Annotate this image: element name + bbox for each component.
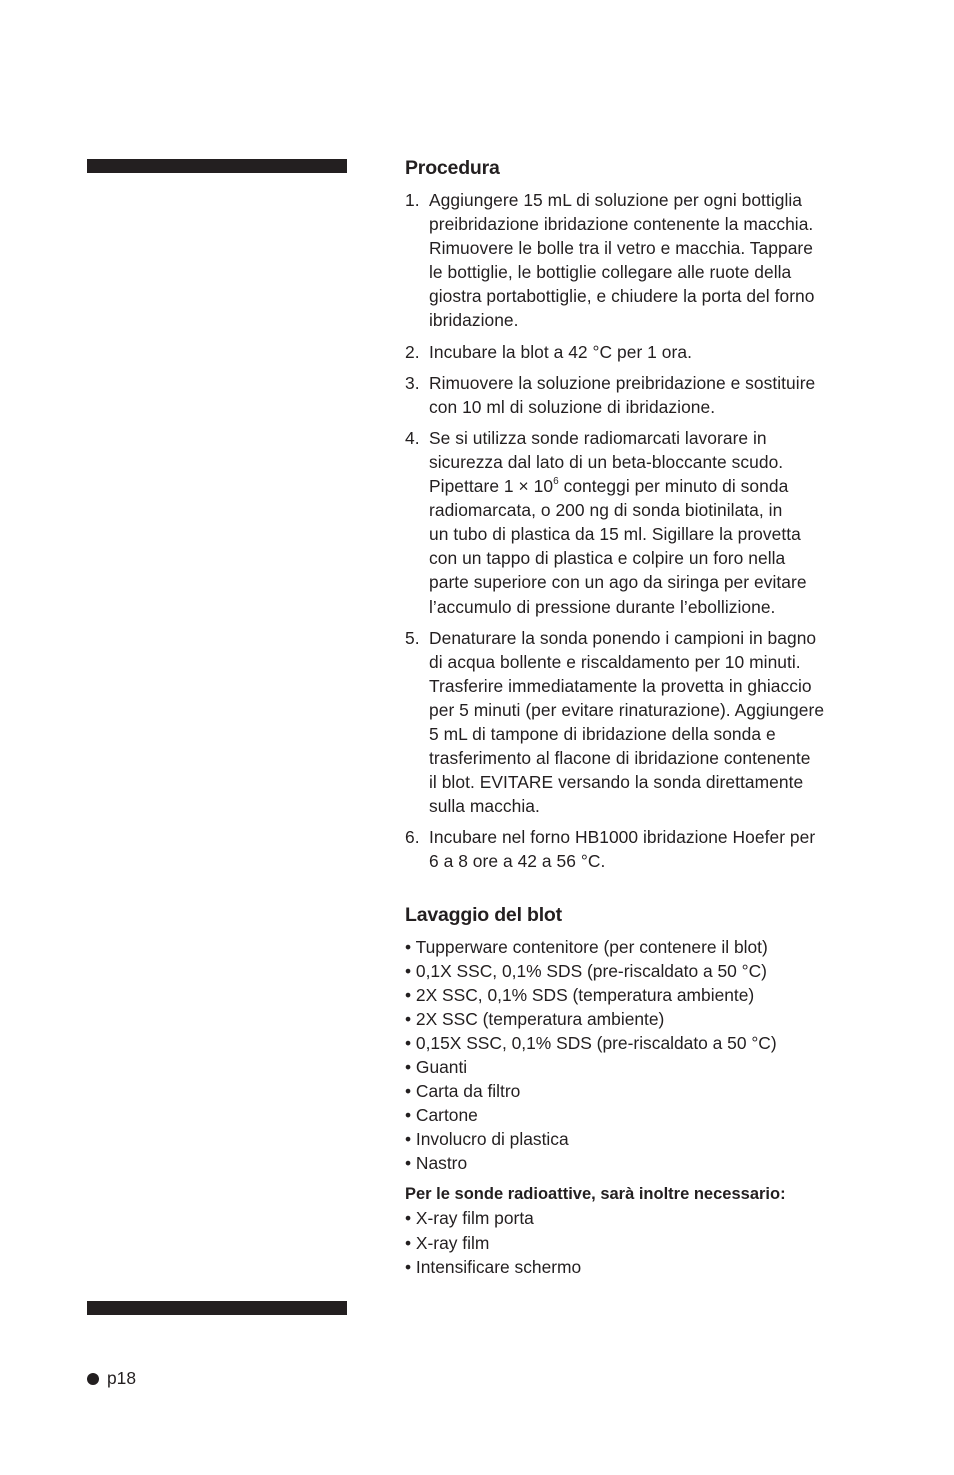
step-line: ibridazione. <box>429 310 519 331</box>
exponent: 6 <box>553 476 559 488</box>
step-line: giostra portabottiglie, e chiudere la porta del forno <box>429 286 815 307</box>
step-number: 3. <box>405 372 420 393</box>
step-line: radiomarcata, o 200 ng di sonda biotinilata, in <box>429 500 783 521</box>
step-line: il blot. EVITARE versando la sonda direttamente <box>429 772 804 793</box>
step-line: sulla macchia. <box>429 796 540 817</box>
top-rule <box>87 159 347 173</box>
step-line: con un tappo di plastica e colpire un foro nella <box>429 548 786 569</box>
step-1 <box>405 188 875 333</box>
step-line: Incubare la blot a 42 °C per 1 ora. <box>429 341 692 362</box>
list-item: • Guanti <box>405 1057 468 1077</box>
step-2 <box>405 340 875 364</box>
step-number: 1. <box>405 190 420 210</box>
list-item: • Cartone <box>405 1105 478 1126</box>
step-number: 6. <box>405 827 420 848</box>
step-5 <box>405 626 875 819</box>
step-line-with-exponent <box>429 474 875 498</box>
list-item: • Intensificare schermo <box>405 1256 582 1277</box>
section-title-lavaggio: Lavaggio del blot <box>405 903 562 926</box>
step-line: Rimuovere le bolle tra il vetro e macchia. Tappare <box>429 238 813 259</box>
step-line: 6 a 8 ore a 42 a 56 °C. <box>429 851 606 872</box>
page-number: p18 <box>107 1368 137 1388</box>
bottom-rule <box>87 1301 347 1315</box>
step-line: un tubo di plastica da 15 ml. Sigillare la provetta <box>429 524 801 545</box>
step-4 <box>405 426 875 619</box>
step-line: di acqua bollente e riscaldamento per 10 minuti. <box>429 651 801 672</box>
list-item: • 0,15X SSC, 0,1% SDS (pre-riscaldato a 50 °C) <box>405 1032 777 1053</box>
step-line: 5 mL di tampone di ibridazione della sonda e <box>429 723 776 744</box>
step-6 <box>405 825 875 873</box>
step-number: 2. <box>405 341 420 362</box>
main-content <box>405 156 875 1279</box>
list-item: • Involucro di plastica <box>405 1129 569 1150</box>
step-line: preibridazione ibridazione contenente la macchia. <box>429 214 814 235</box>
list-item: • 2X SSC (temperatura ambiente) <box>405 1008 665 1029</box>
list-item: • 0,1X SSC, 0,1% SDS (pre-riscaldato a 50 °C) <box>405 960 767 981</box>
bullet-dot-icon <box>87 1373 99 1385</box>
list-item: • 2X SSC, 0,1% SDS (temperatura ambiente) <box>405 984 755 1005</box>
step-line: Rimuovere la soluzione preibridazione e sostituire <box>429 372 816 393</box>
step-line: Denaturare la sonda ponendo i campioni in bagno <box>429 627 817 648</box>
step-line: Aggiungere 15 mL di soluzione per ogni bottiglia <box>429 190 803 210</box>
section-title-procedura: Procedura <box>405 157 500 179</box>
step-line: parte superiore con un ago da siringa per evitare <box>429 572 807 593</box>
step-number: 4. <box>405 427 420 448</box>
materials-list <box>405 935 875 1176</box>
radioactive-materials-list <box>405 1206 875 1278</box>
step-3 <box>405 371 875 419</box>
step-line: le bottiglie, le bottiglie collegare alle ruote della <box>429 262 792 283</box>
step-line: trasferimento al flacone di ibridazione contenente <box>429 748 811 769</box>
step-line: per 5 minuti (per evitare rinaturazione). Aggiungere <box>429 699 825 720</box>
list-item: • X-ray film porta <box>405 1208 534 1229</box>
list-item: • Tupperware contenitore (per contenere il blot) <box>405 936 768 957</box>
step-line: l’accumulo di pressione durante l’ebollizione. <box>429 596 776 617</box>
procedure-steps <box>405 188 875 874</box>
exponent-suffix: conteggi per minuto di sonda <box>558 476 789 497</box>
exponent-prefix: Pipettare 1 × 10 <box>429 476 554 497</box>
page-footer <box>87 1366 136 1390</box>
radioactive-note: Per le sonde radioattive, sarà inoltre necessario: <box>405 1185 786 1204</box>
step-line: sicurezza dal lato di un beta-bloccante scudo. <box>429 451 784 472</box>
list-item: • Carta da filtro <box>405 1081 521 1102</box>
step-line: Se si utilizza sonde radiomarcati lavorare in <box>429 427 767 448</box>
step-number: 5. <box>405 627 420 648</box>
step-line: Incubare nel forno HB1000 ibridazione Hoefer per <box>429 827 816 848</box>
step-line: Trasferire immediatamente la provetta in ghiaccio <box>429 675 812 696</box>
list-item: • X-ray film <box>405 1232 490 1253</box>
list-item: • Nastro <box>405 1153 468 1174</box>
step-line: con 10 ml di soluzione di ibridazione. <box>429 396 716 417</box>
